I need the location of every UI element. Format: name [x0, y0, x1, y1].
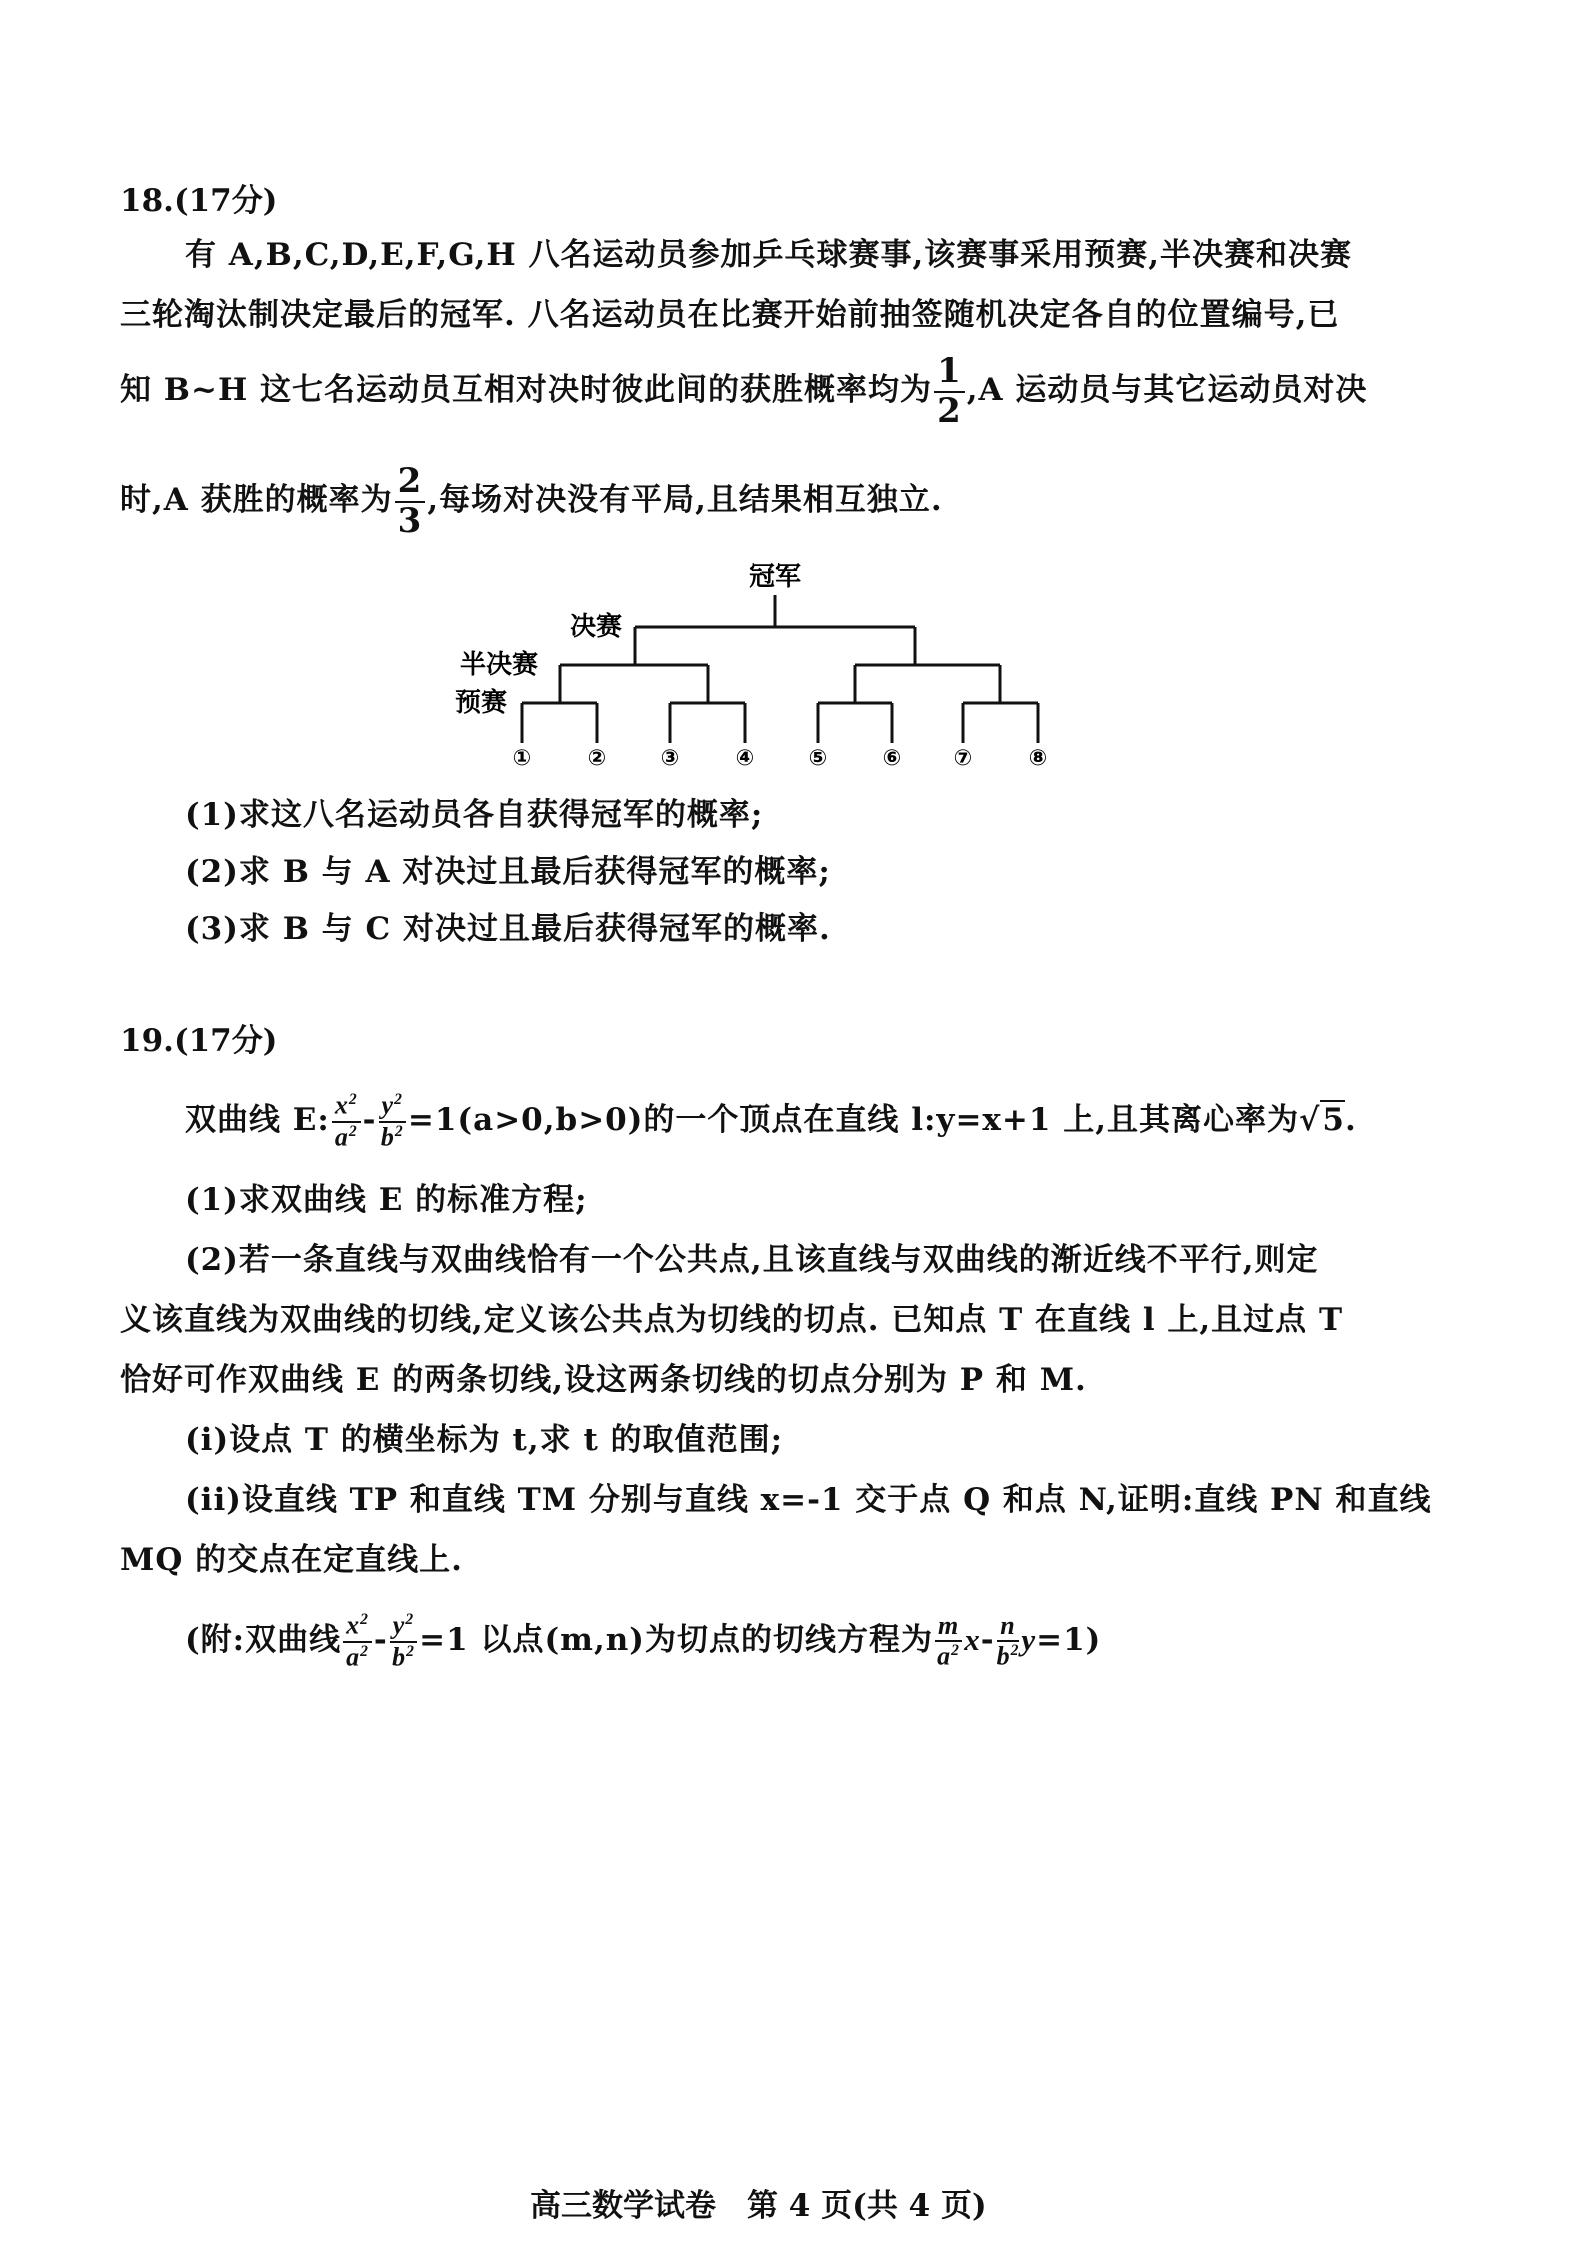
q18-line4-text-end: ,每场对决没有平局,且结果相互独立.	[427, 482, 943, 518]
bracket-label-champion: 冠军	[748, 562, 802, 592]
q18-sub3: (3)求 B 与 C 对决过且最后获得冠军的概率.	[185, 911, 831, 947]
fraction-denominator: $a^2$	[346, 1642, 369, 1672]
bracket-positions	[513, 746, 1048, 771]
q19-sub2-ii-line1: (ii)设直线 TP 和直线 TM 分别与直线 x=-1 交于点 Q 和点 N,证明:直线 PN 和直线	[185, 1482, 1432, 1518]
q19-sub2-line2: 义该直线为双曲线的切线,定义该公共点为切线的切点. 已知点 T 在直线 l 上,且过点 T	[120, 1302, 1344, 1338]
q18-line3-text: 知 B~H 这七名运动员互相对决时彼此间的获胜概率均为	[120, 372, 933, 408]
fraction-numerator: 1	[934, 353, 965, 392]
sqrt-radicand: 5	[1322, 1102, 1345, 1138]
position-1: ①	[512, 746, 532, 771]
bracket-label-semifinal: 半决赛	[460, 650, 539, 680]
fraction-numerator: 2	[395, 463, 426, 502]
q19-score: (17分)	[173, 1023, 278, 1059]
fraction-numerator: m	[935, 1612, 962, 1643]
q19-sub2-line3: 恰好可作双曲线 E 的两条切线,设这两条切线的切点分别为 P 和 M.	[120, 1362, 1087, 1398]
q19-note-end: =1)	[1036, 1622, 1102, 1658]
fraction-n-over-b2	[997, 1612, 1020, 1672]
fraction-denominator: $b^2$	[392, 1642, 415, 1672]
fraction-denominator: $b^2$	[380, 1122, 404, 1152]
q19-number: 19.	[120, 1023, 174, 1059]
tournament-bracket-diagram	[440, 555, 1080, 795]
fraction-denominator: $b^2$	[996, 1641, 1020, 1671]
q18-line4	[120, 455, 943, 545]
fraction-numerator: $x^2$	[332, 1091, 361, 1122]
q18-line3-text-end: ,A 运动员与其它运动员对决	[966, 372, 1368, 408]
fraction-one-half	[934, 353, 965, 430]
q19-sub2-i: (i)设点 T 的横坐标为 t,求 t 的取值范围;	[185, 1422, 784, 1458]
position-8: ⑧	[1028, 746, 1048, 771]
bracket-label-final: 决赛	[570, 612, 623, 642]
q18-line4-text: 时,A 获胜的概率为	[120, 482, 393, 518]
q19-note: (附:双曲线 $\frac{x^2}{a^2}$ - $\frac{y^2}{b^2}$ =1 以点(m,n)为切点的切线方程为 $\frac{m}{a^2}$ x- $\frac{n}{b^2}$ y=1)	[185, 1610, 1102, 1672]
fraction-denominator: $a^2$	[334, 1122, 358, 1152]
q18-sub2: (2)求 B 与 A 对决过且最后获得冠军的概率;	[185, 854, 831, 890]
position-2: ②	[587, 746, 607, 771]
page-footer: 高三数学试卷 第 4 页(共 4 页)	[530, 2188, 987, 2224]
fraction-denominator: $a^2$	[937, 1641, 960, 1671]
fraction-numerator: $y^2$	[390, 1611, 417, 1642]
fraction-denominator: 2	[937, 390, 962, 431]
q19-intro: 双曲线 E: $\frac{x^2}{a^2}$ - $\frac{y^2}{b^2}$ =1(a>0,b>0)的一个顶点在直线 l:y=x+1 上,且其离心率为√5.	[185, 1090, 1357, 1152]
q18-sub1: (1)求这八名运动员各自获得冠军的概率;	[185, 797, 764, 833]
fraction-x2-over-a2	[332, 1091, 361, 1152]
q19-note-middle: =1 以点(m,n)为切点的切线方程为	[419, 1622, 933, 1658]
q18-number: 18.	[120, 183, 174, 219]
fraction-x2-over-a2	[343, 1611, 372, 1672]
fraction-numerator: $x^2$	[343, 1611, 372, 1642]
q18-line3	[120, 345, 1367, 435]
q19-note-prefix: (附:双曲线	[185, 1622, 342, 1658]
q19-sub2-line1: (2)若一条直线与双曲线恰有一个公共点,且该直线与双曲线的渐近线不平行,则定	[185, 1242, 1319, 1278]
q18-heading	[120, 175, 277, 220]
fraction-m-over-a2	[935, 1612, 962, 1672]
q19-heading	[120, 1015, 277, 1060]
q19-sub1: (1)求双曲线 E 的标准方程;	[185, 1182, 588, 1218]
fraction-numerator: n	[997, 1612, 1020, 1643]
q18-line1: 有 A,B,C,D,E,F,G,H 八名运动员参加乒乓球赛事,该赛事采用预赛,半决赛和决赛	[185, 237, 1353, 273]
q19-intro-text: 双曲线 E:	[185, 1102, 330, 1138]
position-3: ③	[660, 746, 680, 771]
fraction-two-thirds	[395, 463, 426, 540]
fraction-denominator: 3	[397, 500, 423, 541]
position-6: ⑥	[882, 746, 902, 771]
fraction-y2-over-b2	[379, 1091, 406, 1152]
fraction-y2-over-b2	[390, 1611, 417, 1672]
position-7: ⑦	[953, 746, 973, 771]
bracket-label-prelim: 预赛	[455, 688, 508, 718]
q18-score: (17分)	[173, 183, 278, 219]
q19-intro-condition: =1(a>0,b>0)的一个顶点在直线 l:y=x+1 上,且其离心率为	[407, 1102, 1300, 1138]
q18-line2: 三轮淘汰制决定最后的冠军. 八名运动员在比赛开始前抽签随机决定各自的位置编号,已	[120, 297, 1340, 333]
q19-intro-end: .	[1344, 1102, 1357, 1138]
q19-sub2-ii-line2: MQ 的交点在定直线上.	[120, 1542, 463, 1578]
position-4: ④	[735, 746, 755, 771]
position-5: ⑤	[808, 746, 828, 771]
fraction-numerator: $y^2$	[379, 1091, 406, 1122]
